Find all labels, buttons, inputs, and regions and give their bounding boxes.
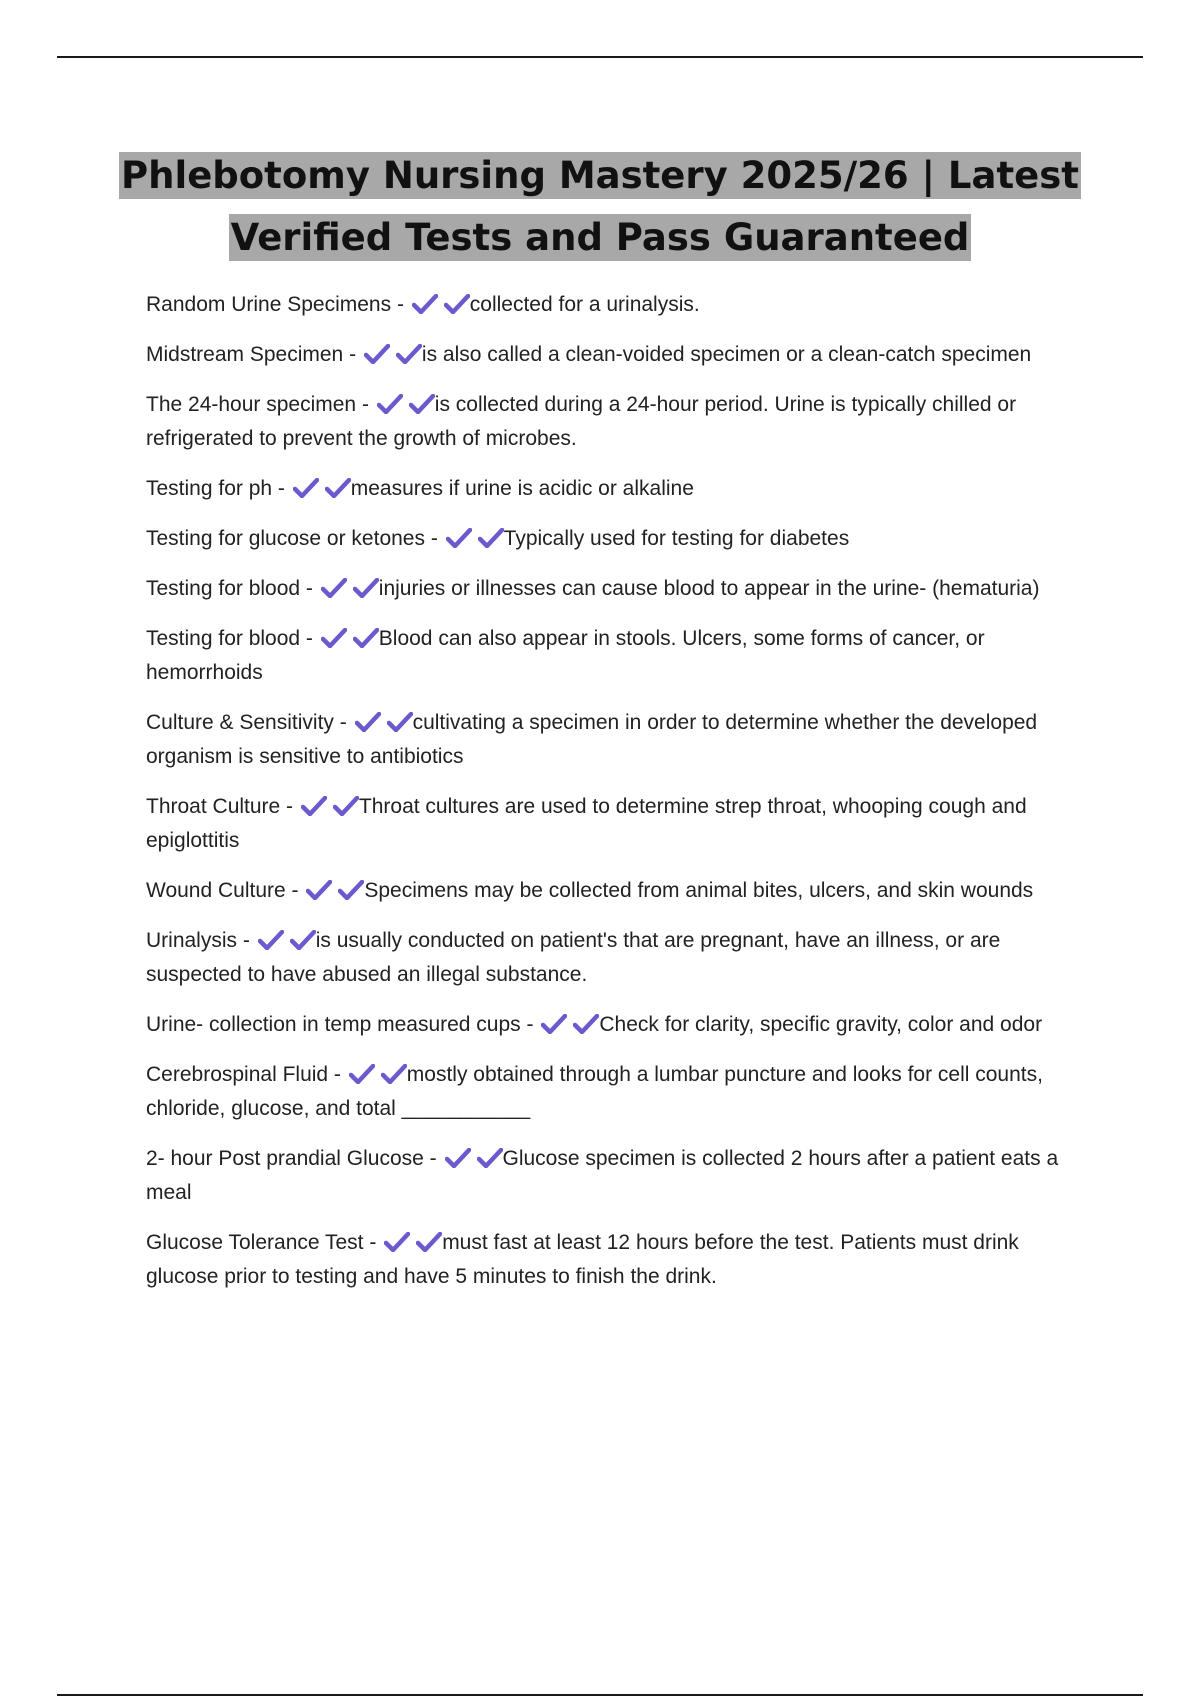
flashcard-term: Testing for blood - (146, 577, 313, 600)
flashcard-definition: Blood can also appear in stools. Ulcers, some forms of cancer, or hemorrhoids (146, 627, 985, 684)
checkmark-icon (353, 628, 379, 648)
flashcard-term: Urine- collection in temp measured cups - (146, 1013, 534, 1036)
page-title-line-1: Phlebotomy Nursing Mastery 2025/26 | Latest (121, 154, 1079, 197)
checkmark-icon (412, 294, 438, 314)
flashcard-item (146, 472, 1096, 506)
flashcard-item (146, 288, 1096, 322)
checkmark-icon (258, 930, 284, 950)
flashcard-item (146, 572, 1096, 606)
flashcard-definition: collected for a urinalysis. (469, 293, 700, 316)
flashcard-definition: cultivating a specimen in order to determine whether the developed organism is sensitive to antibiotics (146, 711, 1038, 768)
checkmark-icon (478, 528, 504, 548)
flashcard-term: Throat Culture - (146, 795, 294, 818)
checkmark-icon (325, 478, 351, 498)
checkmark-icon (381, 1064, 407, 1084)
flashcard-item (146, 790, 1096, 858)
checkmark-icon (384, 1232, 410, 1252)
flashcard-item (146, 522, 1096, 556)
flashcard-item (146, 1226, 1096, 1294)
checkmark-icon (349, 1064, 375, 1084)
checkmark-icon (409, 394, 435, 414)
checkmark-icon (477, 1148, 503, 1168)
checkmark-icon (355, 712, 381, 732)
checkmark-icon (445, 1148, 471, 1168)
flashcard-term: Cerebrospinal Fluid - (146, 1063, 341, 1086)
checkmark-icon (353, 578, 379, 598)
flashcard-term: The 24-hour specimen - (146, 393, 369, 416)
checkmark-icon (396, 344, 422, 364)
checkmark-icon (333, 796, 359, 816)
flashcard-list (146, 288, 1096, 1310)
flashcard-item (146, 622, 1096, 690)
flashcard-item (146, 706, 1096, 774)
flashcard-definition: must fast at least 12 hours before the test. Patients must drink glucose prior to testing and have 5 minutes to finish the drink. (146, 1231, 1019, 1288)
checkmark-icon (387, 712, 413, 732)
flashcard-item (146, 874, 1096, 908)
bottom-rule (57, 1694, 1143, 1696)
top-rule (57, 56, 1143, 58)
page-title-line-2: Verified Tests and Pass Guaranteed (230, 216, 970, 259)
page-title (100, 145, 1100, 269)
flashcard-term: Urinalysis - (146, 929, 250, 952)
checkmark-icon (377, 394, 403, 414)
flashcard-definition: injuries or illnesses can cause blood to appear in the urine- (hematuria) (378, 577, 1040, 600)
checkmark-icon (321, 628, 347, 648)
flashcard-definition: Check for clarity, specific gravity, color and odor (599, 1013, 1043, 1036)
checkmark-icon (293, 478, 319, 498)
flashcard-term: Testing for blood - (146, 627, 313, 650)
checkmark-icon (338, 880, 364, 900)
checkmark-icon (444, 294, 470, 314)
flashcard-term: Midstream Specimen - (146, 343, 357, 366)
flashcard-item (146, 924, 1096, 992)
flashcard-definition: Specimens may be collected from animal bites, ulcers, and skin wounds (364, 879, 1034, 902)
flashcard-definition: is also called a clean-voided specimen or a clean-catch specimen (421, 343, 1032, 366)
flashcard-definition: Throat cultures are used to determine strep throat, whooping cough and epiglottitis (146, 795, 1027, 852)
flashcard-term: Random Urine Specimens - (146, 293, 404, 316)
flashcard-term: Glucose Tolerance Test - (146, 1231, 377, 1254)
checkmark-icon (446, 528, 472, 548)
flashcard-definition: Glucose specimen is collected 2 hours after a patient eats a meal (146, 1147, 1059, 1204)
checkmark-icon (416, 1232, 442, 1252)
flashcard-item (146, 1008, 1096, 1042)
flashcard-item (146, 1142, 1096, 1210)
checkmark-icon (364, 344, 390, 364)
flashcard-definition: is collected during a 24-hour period. Urine is typically chilled or refrigerated to prevent the growth of microbes. (146, 393, 1017, 450)
flashcard-definition: mostly obtained through a lumbar puncture and looks for cell counts, chloride, glucose, and total ___________ (146, 1063, 1043, 1120)
checkmark-icon (306, 880, 332, 900)
checkmark-icon (321, 578, 347, 598)
flashcard-term: Testing for glucose or ketones - (146, 527, 438, 550)
checkmark-icon (290, 930, 316, 950)
flashcard-term: Wound Culture - (146, 879, 299, 902)
flashcard-item (146, 388, 1096, 456)
flashcard-term: Culture & Sensitivity - (146, 711, 347, 734)
checkmark-icon (573, 1014, 599, 1034)
checkmark-icon (541, 1014, 567, 1034)
flashcard-definition: measures if urine is acidic or alkaline (350, 477, 694, 500)
flashcard-definition: is usually conducted on patient's that are pregnant, have an illness, or are suspected to have abused an illegal substance. (146, 929, 1001, 986)
flashcard-item (146, 338, 1096, 372)
checkmark-icon (301, 796, 327, 816)
flashcard-item (146, 1058, 1096, 1126)
flashcard-definition: Typically used for testing for diabetes (503, 527, 850, 550)
flashcard-term: Testing for ph - (146, 477, 285, 500)
flashcard-term: 2- hour Post prandial Glucose - (146, 1147, 437, 1170)
